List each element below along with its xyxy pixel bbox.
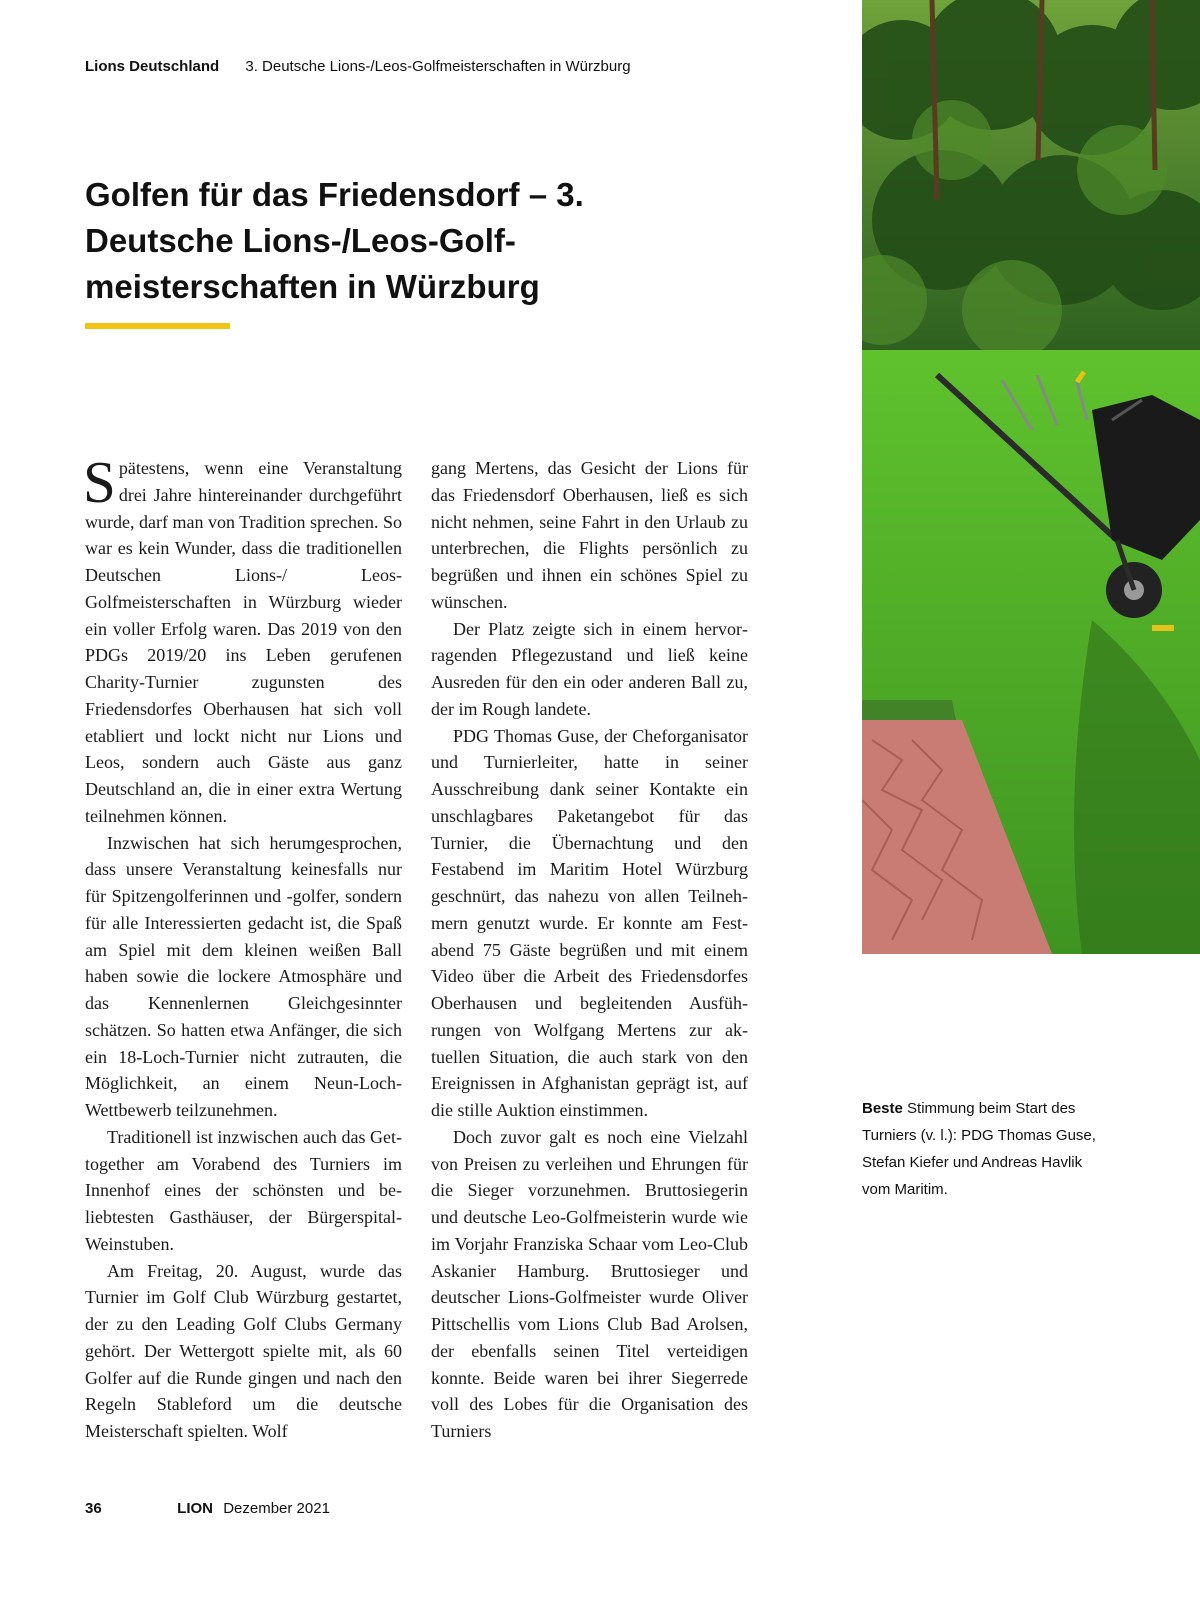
paragraph: Spätestens, wenn eine Veranstaltung drei Jahre hintereinander durchgeführt wurde, darf man von Tradition sprechen. So war es kein Wunder, dass die traditionellen Deutschen Lions-/ Leos-Golfmeisterschaften in Würzburg wieder ein voller Erfolg waren. Das 2019 von den PDGs 2019/20 ins Leben gerufenen Charity-Turnier zugunsten des Friedensdorfes Oberhausen hat sich voll etabliert und lockt nicht nur Lions und Leos, sondern auch Gäste aus ganz Deutschland an, die in einer extra Wertung teilnehmen können.: [83, 449, 402, 826]
golf-course-photo: [862, 0, 1200, 954]
paragraph: Inzwischen hat sich herumgesprochen, dass unsere Veranstaltung keinesfalls nur für Spitzengolferinnen und -golfer, sondern für alle Interessierten gedacht ist, die Spaß am Spiel mit dem kleinen weißen Ball haben sowie die lockere Atmosphäre und das Kennenlernen Gleichgesinnter schätzen. So hatten etwa Anfänger, die sich ein 18-Loch-Turnier nicht zutrauten, die Möglichkeit, an einem Neun-Loch-Wettbewerb teilzunehmen.: [85, 832, 402, 1120]
text-column-1: [83, 449, 402, 1445]
paragraph: PDG Thomas Guse, der Cheforganisator und Turnierleiter, hatte in seiner Ausschreibung dank seiner Kontakte ein unschlagbares Paketangebot für das Turnier, die Übernachtung und den Festabend im Maritim Hotel Würzburg geschnürt, das nahezu von allen Teilnehmern genutzt wurde. Er konnte am Festabend 75 Gäste begrüßen und mit einem Video über die Arbeit des Friedensdorfes Oberhausen und begleitenden Ausführungen von Wolfgang Mertens zur aktuellen Situation, die auch stark von den Ereignissen in Afghanistan geprägt ist, auf die stille Auktion einstimmen.: [431, 725, 748, 1120]
article-title: Golfen für das Friedensdorf – 3. Deutsche Lions-/Leos-Golfmeisterschaften in Würzburg: [85, 176, 584, 305]
paragraph: Der Platz zeigte sich in einem hervorragenden Pflegezustand und ließ keine Ausreden für den ein oder anderen Ball zu, der im Rough landete.: [431, 618, 748, 719]
text-column-2: [431, 455, 748, 1445]
paragraph: gang Mertens, das Gesicht der Lions für das Friedensdorf Oberhausen, ließ es sich nicht nehmen, seine Fahrt in den Urlaub zu unterbrechen, die Flights persönlich zu begrüßen und ihnen ein schönes Spiel zu wünschen.: [431, 458, 748, 612]
paragraph: Doch zuvor galt es noch eine Vielzahl von Preisen zu verleihen und Ehrungen für die Sieger vorzunehmen. Bruttosiegerin und deutsche Leo-Golfmeisterin wurde wie im Vorjahr Franziska Schaar vom Leo-Club Askanier Hamburg. Bruttosieger und deutscher Lions-Golfmeister wurde Oliver Pittschellis vom Lions Club Bad Arolsen, der ebenfalls seinen Titel verteidigen konnte. Beide waren bei ihrer Siegerrede voll des Lobes für die Organisation des Turniers: [431, 1126, 748, 1441]
magazine-name: LION: [177, 1500, 214, 1517]
running-subtitle: 3. Deutsche Lions-/Leos-Golfmeisterschaften in Würzburg: [245, 58, 631, 75]
caption-text: Stimmung beim Start des Turniers (v. l.): PDG Thomas Guse, Stefan Kiefer und Andreas Havlik vom Maritim.: [862, 1100, 1096, 1198]
running-header: [85, 58, 631, 75]
section-name: Lions Deutschland: [85, 58, 220, 75]
photo-caption: [862, 1095, 1102, 1203]
drop-cap: S: [83, 449, 116, 515]
paragraph: Am Freitag, 20. August, wurde das Turnier im Golf Club Würzburg gestartet, der zu den Leading Golf Clubs Germany gehört. Der Wettergott spielte mit, als 60 Golfer auf die Runde gingen und nach den Regeln Stableford um die deutsche Meisterschaft spielten. Wolf: [85, 1260, 402, 1441]
title-accent-rule: [85, 323, 230, 329]
golf-bag-illustration: [862, 0, 1200, 954]
issue-date: Dezember 2021: [223, 1500, 330, 1517]
paragraph: Traditionell ist inzwischen auch das Get-together am Vorabend des Turniers im Innenhof eines der schönsten und beliebtesten Gasthäuser, der Bürgerspital-Weinstuben.: [85, 1126, 402, 1254]
caption-lead: Beste: [862, 1100, 903, 1117]
page-footer: [85, 1500, 330, 1517]
page-number: 36: [85, 1500, 102, 1517]
